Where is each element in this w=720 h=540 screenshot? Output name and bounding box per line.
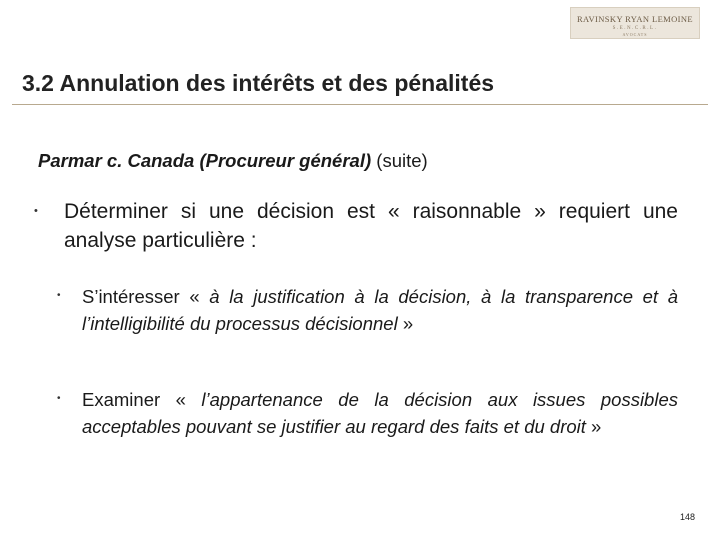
sub-bullet-tail: » [585,416,602,437]
case-name: Parmar c. Canada (Procureur général) [38,150,372,171]
bullet-main: Déterminer si une décision est « raisonnable » requiert une analyse particulière : [64,200,678,252]
sub-bullet-lead: S’intéresser « [82,286,210,307]
sub-bullet-quote: à la justification à la décision, à la transparence et à l’intelligibilité du processus décisionnel [82,286,678,334]
sub-bullet-issues [82,386,678,440]
logo-firm-tagline: AVOCATS [622,32,648,37]
sub-bullet-lead: Examiner « [82,389,202,410]
logo-firm-name: RAVINSKY RYAN LEMOINE [576,14,694,24]
bullet-icon: • [57,290,61,301]
logo-firm-type: S.E.N.C.R.L. [612,26,658,31]
sub-bullet-tail: » [397,313,414,334]
bullet-icon: • [57,393,61,404]
firm-logo [570,7,700,39]
case-subtitle [38,150,428,172]
title-divider [12,104,708,105]
sub-bullet-quote: l’appartenance de la décision aux issues possibles acceptables pouvant se justifier au regard des faits et du droit [82,389,678,437]
case-suffix: (suite) [371,150,428,171]
bullet-icon: • [34,205,38,217]
sub-bullet-justification [82,283,678,337]
slide-title: 3.2 Annulation des intérêts et des pénalités [22,70,495,96]
page-number: 148 [680,512,696,522]
